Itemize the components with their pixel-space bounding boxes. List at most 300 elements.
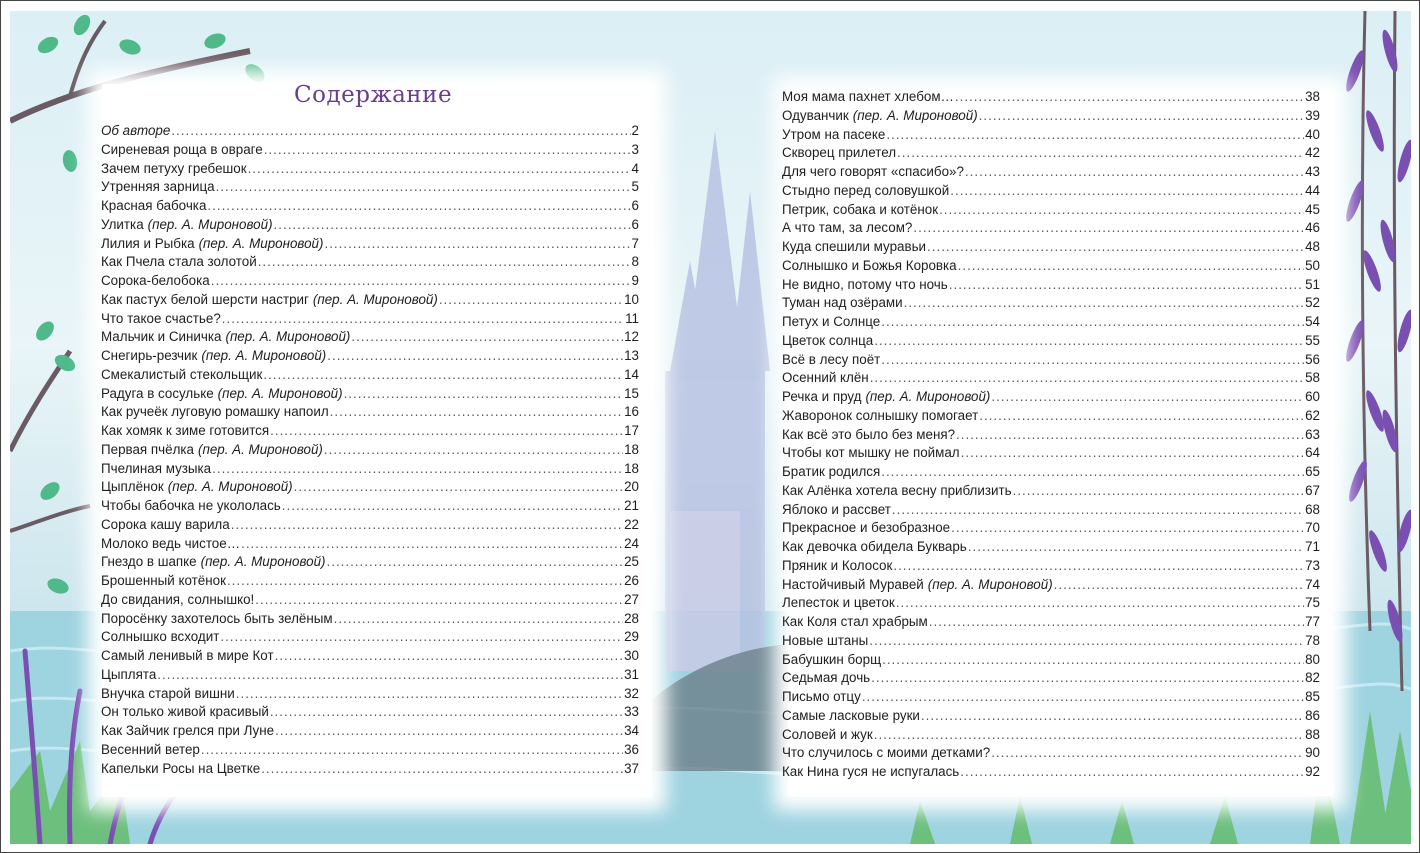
toc-leader-dots bbox=[1054, 577, 1304, 592]
toc-entry-title: Как Пчела стала золотой bbox=[101, 254, 257, 270]
toc-entry[interactable] bbox=[782, 745, 1320, 764]
toc-entry-title: Пчелиная музыка bbox=[101, 460, 212, 476]
toc-entry[interactable] bbox=[782, 127, 1320, 146]
toc-leader-dots bbox=[961, 445, 1305, 460]
toc-entry-page: 31 bbox=[624, 666, 639, 682]
toc-leader-dots bbox=[955, 89, 1304, 104]
toc-entry-title: Солнышко и Божья Коровка bbox=[782, 257, 957, 273]
toc-entry[interactable] bbox=[782, 164, 1320, 183]
toc-entry-page: 65 bbox=[1305, 464, 1320, 479]
toc-entry[interactable] bbox=[782, 764, 1320, 783]
toc-entry[interactable] bbox=[101, 423, 639, 442]
toc-entry[interactable] bbox=[101, 161, 639, 180]
toc-entry[interactable] bbox=[101, 629, 639, 648]
toc-entry-title: Снегирь-резчик bbox=[101, 348, 198, 363]
toc-entry[interactable] bbox=[782, 277, 1320, 296]
toc-entry-page: 80 bbox=[1305, 651, 1320, 667]
toc-leader-dots bbox=[881, 314, 1304, 329]
toc-entry-title: Молоко ведь чистое… bbox=[101, 535, 241, 551]
toc-leader-dots bbox=[231, 517, 623, 532]
toc-entry-title: Как пастух белой шерсти настриг bbox=[101, 291, 309, 307]
toc-list-left bbox=[101, 123, 639, 779]
toc-entry-page: 36 bbox=[624, 741, 639, 757]
toc-entry[interactable] bbox=[101, 742, 639, 761]
toc-entry-translator: (пер. А. Мироновой) bbox=[198, 235, 324, 251]
toc-entry-title: Он только живой красивый bbox=[101, 704, 269, 720]
toc-entry[interactable] bbox=[782, 295, 1320, 314]
toc-entry-title: Туман над озёрами bbox=[782, 295, 903, 311]
toc-entry-title: Утренняя зарница bbox=[101, 179, 215, 195]
toc-entry-title: Стыдно перед соловушкой bbox=[782, 182, 950, 198]
toc-entry[interactable] bbox=[101, 611, 639, 630]
toc-entry[interactable] bbox=[101, 704, 639, 723]
toc-leader-dots bbox=[892, 502, 1304, 517]
toc-entry-page: 16 bbox=[624, 404, 639, 420]
toc-leader-dots bbox=[956, 427, 1304, 442]
toc-entry-title: Настойчивый Муравей bbox=[782, 576, 924, 592]
toc-leader-dots bbox=[886, 127, 1304, 142]
toc-entry-page: 33 bbox=[624, 704, 639, 720]
toc-entry-title: Сиреневая роща в овраге bbox=[101, 141, 263, 157]
toc-leader-dots bbox=[282, 498, 623, 513]
toc-entry-title: Письмо отцу bbox=[782, 689, 861, 704]
toc-leader-dots bbox=[913, 220, 1304, 235]
toc-entry[interactable] bbox=[101, 142, 639, 161]
toc-entry-page: 63 bbox=[1305, 426, 1320, 442]
toc-leader-dots bbox=[248, 161, 631, 176]
toc-leader-dots bbox=[979, 108, 1304, 123]
toc-leader-dots bbox=[881, 352, 1304, 367]
toc-entry-page: 55 bbox=[1305, 332, 1320, 348]
toc-entry-title: Петух и Солнце bbox=[782, 314, 881, 329]
toc-leader-dots bbox=[275, 648, 623, 663]
toc-entry-page: 15 bbox=[624, 385, 639, 401]
toc-entry-title: Мальчик и Синичка bbox=[101, 329, 222, 345]
toc-leader-dots bbox=[324, 442, 623, 457]
toc-leader-dots bbox=[965, 164, 1304, 179]
toc-entry-title: Всё в лесу поёт bbox=[782, 351, 881, 367]
toc-leader-dots bbox=[904, 295, 1305, 310]
toc-entry-title: Седьмая дочь bbox=[782, 670, 871, 686]
toc-entry-title: Цыплёнок bbox=[101, 479, 164, 495]
toc-leader-dots bbox=[991, 389, 1304, 404]
toc-entry-title: Что случилось с моими детками? bbox=[782, 745, 991, 761]
toc-entry-title: Радуга в сосульке bbox=[101, 385, 214, 401]
toc-entry-title: Как Алёнка хотела весну приблизить bbox=[782, 482, 1012, 498]
toc-entry[interactable] bbox=[101, 461, 639, 480]
toc-entry[interactable] bbox=[101, 686, 639, 705]
toc-entry[interactable] bbox=[101, 198, 639, 217]
toc-entry-title: Петрик, собака и котёнок bbox=[782, 201, 939, 217]
toc-leader-dots bbox=[294, 479, 623, 494]
toc-leader-dots bbox=[274, 217, 631, 232]
toc-entry-title: Как хомяк к зиме готовится bbox=[101, 423, 270, 438]
toc-entry-title: Что такое счастье? bbox=[101, 310, 221, 326]
toc-entry[interactable] bbox=[101, 329, 639, 348]
toc-leader-dots bbox=[227, 573, 623, 588]
toc-entry-page: 51 bbox=[1305, 276, 1320, 292]
toc-entry-title: Чтобы бабочка не укололась bbox=[101, 498, 281, 513]
toc-entry[interactable] bbox=[101, 517, 639, 536]
toc-entry-page: 42 bbox=[1305, 145, 1320, 161]
toc-leader-dots bbox=[264, 142, 631, 157]
toc-entry[interactable] bbox=[782, 577, 1320, 596]
toc-leader-dots bbox=[270, 423, 623, 438]
toc-leader-dots bbox=[991, 745, 1304, 760]
toc-entry[interactable] bbox=[101, 554, 639, 573]
toc-entry[interactable] bbox=[101, 573, 639, 592]
toc-entry-page: 17 bbox=[624, 423, 639, 438]
toc-entry-page: 39 bbox=[1305, 107, 1320, 123]
toc-entry-title: Одуванчик bbox=[782, 107, 849, 123]
toc-leader-dots bbox=[236, 686, 623, 701]
toc-leader-dots bbox=[869, 633, 1304, 648]
toc-entry[interactable] bbox=[101, 367, 639, 386]
toc-entry[interactable] bbox=[101, 592, 639, 611]
toc-entry[interactable] bbox=[101, 723, 639, 742]
toc-leader-dots bbox=[275, 723, 623, 738]
toc-entry[interactable] bbox=[101, 536, 639, 555]
toc-leader-dots bbox=[222, 311, 624, 326]
toc-entry-title: Смекалистый стекольщик bbox=[101, 366, 263, 382]
toc-entry-page: 75 bbox=[1305, 595, 1320, 611]
toc-entry-title: Братик родился bbox=[782, 464, 881, 479]
toc-entry[interactable] bbox=[782, 483, 1320, 502]
toc-entry-title: Лепесток и цветок bbox=[782, 595, 895, 611]
toc-entry-page: 90 bbox=[1305, 745, 1320, 761]
toc-entry[interactable] bbox=[782, 89, 1320, 108]
toc-entry-title: Капельки Росы на Цветке bbox=[101, 760, 261, 776]
toc-entry-title: Улитка bbox=[101, 216, 144, 232]
toc-entry-page: 25 bbox=[624, 554, 639, 570]
toc-entry-page: 56 bbox=[1305, 351, 1320, 367]
toc-entry[interactable] bbox=[101, 442, 639, 461]
toc-entry[interactable] bbox=[782, 333, 1320, 352]
toc-entry[interactable] bbox=[101, 498, 639, 517]
toc-entry-title: Яблоко и рассвет bbox=[782, 501, 891, 517]
toc-leader-dots bbox=[950, 183, 1304, 198]
toc-entry[interactable] bbox=[101, 292, 639, 311]
toc-entry[interactable] bbox=[782, 239, 1320, 258]
toc-entry-title: Не видно, потому что ночь bbox=[782, 276, 948, 292]
toc-leader-dots bbox=[921, 708, 1304, 723]
toc-entry-page: 18 bbox=[624, 441, 639, 457]
toc-entry[interactable] bbox=[782, 145, 1320, 164]
toc-entry-title: Зачем петуху гребешок bbox=[101, 160, 247, 176]
toc-list-right bbox=[782, 89, 1320, 783]
toc-entry-page: 9 bbox=[631, 273, 639, 288]
toc-entry-title: Чтобы кот мышку не поймал bbox=[782, 445, 960, 461]
toc-entry-page: 13 bbox=[624, 348, 639, 363]
toc-entry[interactable] bbox=[101, 273, 639, 292]
toc-entry-title: Соловей и жук bbox=[782, 726, 873, 742]
toc-leader-dots bbox=[212, 461, 623, 476]
toc-entry-translator: (пер. А. Мироновой) bbox=[200, 554, 326, 570]
toc-leader-dots bbox=[968, 539, 1304, 554]
toc-entry-page: 82 bbox=[1305, 670, 1320, 686]
toc-leader-dots bbox=[171, 123, 630, 138]
toc-entry-page: 11 bbox=[625, 310, 639, 326]
toc-entry[interactable] bbox=[101, 386, 639, 405]
toc-leader-dots bbox=[896, 595, 1304, 610]
toc-entry-page: 64 bbox=[1305, 445, 1320, 461]
toc-leader-dots bbox=[255, 592, 623, 607]
toc-leader-dots bbox=[871, 670, 1304, 685]
toc-leader-dots bbox=[241, 536, 623, 551]
toc-entry-page: 44 bbox=[1305, 182, 1320, 198]
toc-leader-dots bbox=[330, 404, 623, 419]
toc-entry-title: Бабушкин борщ bbox=[782, 651, 882, 667]
toc-entry-translator: (пер. А. Мироновой) bbox=[147, 216, 273, 232]
toc-entry-page: 85 bbox=[1305, 689, 1320, 704]
toc-entry[interactable] bbox=[782, 539, 1320, 558]
toc-entry[interactable] bbox=[101, 648, 639, 667]
toc-entry-title: Как Зайчик грелся при Луне bbox=[101, 723, 275, 738]
toc-leader-dots bbox=[327, 554, 624, 569]
toc-leader-dots bbox=[882, 652, 1304, 667]
toc-entry-page: 48 bbox=[1305, 239, 1320, 254]
toc-leader-dots bbox=[439, 292, 623, 307]
toc-leader-dots bbox=[261, 761, 623, 776]
toc-entry-page: 88 bbox=[1305, 726, 1320, 742]
toc-entry[interactable] bbox=[782, 652, 1320, 671]
toc-leader-dots bbox=[927, 239, 1304, 254]
toc-entry-page: 92 bbox=[1305, 764, 1320, 779]
toc-entry-title: Скворец прилетел bbox=[782, 145, 897, 161]
toc-leader-dots bbox=[1013, 483, 1305, 498]
toc-leader-dots bbox=[874, 727, 1304, 742]
toc-entry-title: Цветок солнца bbox=[782, 332, 874, 348]
toc-leader-dots bbox=[958, 258, 1304, 273]
toc-leader-dots bbox=[201, 742, 623, 757]
toc-entry-title: До свидания, солнышко! bbox=[101, 591, 255, 607]
toc-leader-dots bbox=[951, 520, 1304, 535]
toc-entry-page: 7 bbox=[631, 235, 639, 251]
toc-entry-title: Как всё это было без меня? bbox=[782, 426, 956, 442]
toc-entry-title: Как ручеёк луговую ромашку напоил bbox=[101, 404, 329, 420]
toc-leader-dots bbox=[929, 614, 1304, 629]
toc-entry-title: Внучка старой вишни bbox=[101, 685, 235, 701]
toc-leader-dots bbox=[881, 464, 1304, 479]
toc-entry[interactable] bbox=[101, 311, 639, 330]
toc-entry[interactable] bbox=[782, 108, 1320, 127]
toc-entry[interactable] bbox=[101, 254, 639, 273]
toc-entry-translator: (пер. А. Мироновой) bbox=[201, 348, 327, 363]
toc-entry[interactable] bbox=[782, 389, 1320, 408]
toc-entry-page: 32 bbox=[624, 685, 639, 701]
toc-entry-page: 60 bbox=[1305, 389, 1320, 404]
toc-entry[interactable] bbox=[782, 595, 1320, 614]
toc-entry-title: Весенний ветер bbox=[101, 741, 200, 757]
toc-entry-title: Пряник и Колосок bbox=[782, 557, 893, 573]
toc-entry[interactable] bbox=[782, 427, 1320, 446]
toc-entry-title: А что там, за лесом? bbox=[782, 220, 913, 236]
willow-branches bbox=[1343, 11, 1411, 691]
toc-entry-title: Солнышко всходит bbox=[101, 629, 220, 645]
toc-entry-page: 5 bbox=[631, 179, 639, 195]
toc-leader-dots bbox=[157, 667, 623, 682]
toc-entry-title: Как девочка обидела Букварь bbox=[782, 539, 967, 554]
toc-entry-translator: (пер. А. Мироновой) bbox=[217, 385, 343, 401]
toc-entry-title: Моя мама пахнет хлебом… bbox=[782, 89, 954, 104]
toc-entry[interactable] bbox=[782, 558, 1320, 577]
toc-entry-title: Брошенный котёнок bbox=[101, 573, 226, 588]
toc-entry-translator: (пер. А. Мироновой) bbox=[312, 291, 438, 307]
toc-leader-dots bbox=[324, 236, 630, 251]
toc-entry-page: 6 bbox=[631, 198, 639, 213]
toc-entry-page: 70 bbox=[1305, 520, 1320, 536]
toc-leader-dots bbox=[960, 764, 1304, 779]
toc-entry-translator: (пер. А. Мироновой) bbox=[927, 576, 1053, 592]
toc-entry-title: Как Нина гуся не испугалась bbox=[782, 764, 960, 779]
toc-entry-page: 4 bbox=[631, 160, 639, 176]
toc-entry-page: 18 bbox=[624, 460, 639, 476]
toc-entry-title: Куда спешили муравьи bbox=[782, 239, 927, 254]
toc-entry[interactable] bbox=[782, 202, 1320, 221]
toc-entry-page: 52 bbox=[1305, 295, 1320, 311]
toc-entry[interactable] bbox=[782, 183, 1320, 202]
toc-entry-page: 22 bbox=[624, 516, 639, 532]
toc-entry-page: 77 bbox=[1305, 614, 1320, 629]
toc-entry[interactable] bbox=[782, 408, 1320, 427]
toc-entry-title: Как Коля стал храбрым bbox=[782, 614, 928, 629]
toc-leader-dots bbox=[258, 254, 631, 269]
toc-leader-dots bbox=[211, 273, 631, 288]
toc-leader-dots bbox=[207, 198, 630, 213]
toc-entry-page: 28 bbox=[624, 610, 639, 626]
toc-leader-dots bbox=[220, 629, 623, 644]
toc-entry[interactable] bbox=[782, 633, 1320, 652]
toc-entry[interactable] bbox=[782, 445, 1320, 464]
toc-entry[interactable] bbox=[101, 667, 639, 686]
toc-entry[interactable] bbox=[101, 179, 639, 198]
toc-entry-title: Красная бабочка bbox=[101, 198, 207, 213]
toc-entry-translator: (пер. А. Мироновой) bbox=[167, 479, 293, 495]
toc-entry-page: 74 bbox=[1305, 576, 1320, 592]
toc-entry[interactable] bbox=[782, 520, 1320, 539]
toc-entry-page: 45 bbox=[1305, 201, 1320, 217]
toc-entry-title: Лилия и Рыбка bbox=[101, 235, 195, 251]
toc-entry-title: Речка и пруд bbox=[782, 389, 862, 404]
toc-entry-page: 2 bbox=[631, 123, 639, 138]
toc-entry-page: 14 bbox=[624, 366, 639, 382]
toc-entry-page: 30 bbox=[624, 648, 639, 663]
toc-entry-page: 67 bbox=[1305, 482, 1320, 498]
toc-entry-translator: (пер. А. Мироновой) bbox=[852, 107, 978, 123]
toc-leader-dots bbox=[893, 558, 1304, 573]
toc-entry-title: Новые штаны bbox=[782, 632, 869, 648]
toc-entry-page: 43 bbox=[1305, 164, 1320, 179]
toc-entry[interactable] bbox=[782, 314, 1320, 333]
toc-entry-title: Поросёнку захотелось быть зелёным bbox=[101, 610, 333, 626]
toc-leader-dots bbox=[862, 689, 1304, 704]
toc-entry-title: Прекрасное и безобразное bbox=[782, 520, 951, 536]
toc-entry-page: 26 bbox=[624, 573, 639, 588]
toc-entry[interactable] bbox=[101, 761, 639, 780]
toc-entry-page: 12 bbox=[624, 329, 639, 345]
toc-leader-dots bbox=[270, 704, 623, 719]
toc-entry-page: 71 bbox=[1305, 539, 1320, 554]
toc-leader-dots bbox=[874, 333, 1304, 348]
toc-entry-page: 3 bbox=[631, 141, 639, 157]
castle-illustration bbox=[665, 131, 770, 671]
toc-entry-page: 40 bbox=[1305, 126, 1320, 142]
toc-entry[interactable] bbox=[782, 464, 1320, 483]
toc-entry-page: 73 bbox=[1305, 557, 1320, 573]
toc-entry-translator: (пер. А. Мироновой) bbox=[225, 329, 351, 345]
toc-entry[interactable] bbox=[782, 708, 1320, 727]
toc-entry-title: Цыплята bbox=[101, 666, 157, 682]
toc-leader-dots bbox=[216, 179, 631, 194]
toc-entry-page: 62 bbox=[1305, 407, 1320, 423]
page-title: Содержание bbox=[294, 82, 453, 108]
toc-entry[interactable] bbox=[782, 370, 1320, 389]
toc-entry[interactable] bbox=[101, 217, 639, 236]
toc-entry[interactable] bbox=[782, 220, 1320, 239]
toc-entry-title: Сорока кашу варила bbox=[101, 516, 230, 532]
toc-entry-page: 10 bbox=[624, 291, 639, 307]
toc-entry-page: 68 bbox=[1305, 501, 1320, 517]
toc-entry-page: 8 bbox=[631, 254, 639, 270]
toc-leader-dots bbox=[351, 329, 623, 344]
toc-entry-page: 24 bbox=[624, 535, 639, 551]
toc-entry-page: 86 bbox=[1305, 707, 1320, 723]
toc-leader-dots bbox=[263, 367, 623, 382]
toc-entry-page: 78 bbox=[1305, 632, 1320, 648]
toc-entry-page: 38 bbox=[1305, 89, 1320, 104]
toc-entry-title: Самые ласковые руки bbox=[782, 707, 920, 723]
toc-entry-page: 37 bbox=[624, 760, 639, 776]
toc-leader-dots bbox=[327, 348, 623, 363]
toc-entry[interactable] bbox=[782, 614, 1320, 633]
toc-entry[interactable] bbox=[101, 348, 639, 367]
toc-entry-page: 58 bbox=[1305, 370, 1320, 386]
toc-entry[interactable] bbox=[782, 689, 1320, 708]
toc-entry[interactable] bbox=[101, 479, 639, 498]
toc-leader-dots bbox=[344, 386, 624, 401]
toc-entry-page: 29 bbox=[624, 629, 639, 645]
toc-entry-title: Утром на пасеке bbox=[782, 126, 886, 142]
toc-leader-dots bbox=[870, 370, 1304, 385]
toc-entry[interactable] bbox=[101, 123, 639, 142]
toc-entry-page: 46 bbox=[1305, 220, 1320, 236]
toc-entry-page: 6 bbox=[631, 216, 639, 232]
toc-entry[interactable] bbox=[782, 727, 1320, 746]
toc-leader-dots bbox=[939, 202, 1304, 217]
toc-entry-page: 20 bbox=[624, 479, 639, 495]
toc-entry-title: Гнездо в шапке bbox=[101, 554, 197, 570]
toc-entry[interactable] bbox=[782, 258, 1320, 277]
toc-entry[interactable] bbox=[101, 236, 639, 255]
toc-entry-translator: (пер. А. Мироновой) bbox=[198, 441, 323, 457]
toc-entry-title: Самый ленивый в мире Кот bbox=[101, 648, 274, 663]
toc-entry-page: 27 bbox=[624, 591, 639, 607]
toc-leader-dots bbox=[979, 408, 1304, 423]
toc-entry-translator: (пер. А. Мироновой) bbox=[865, 389, 991, 404]
toc-entry[interactable] bbox=[782, 352, 1320, 371]
toc-entry-title: Жаворонок солнышку помогает bbox=[782, 407, 979, 423]
toc-entry[interactable] bbox=[782, 670, 1320, 689]
toc-leader-dots bbox=[897, 145, 1304, 160]
toc-entry-title: Об авторе bbox=[101, 123, 171, 138]
toc-entry-page: 21 bbox=[624, 498, 639, 513]
toc-entry-title: Осенний клён bbox=[782, 370, 869, 386]
toc-leader-dots bbox=[949, 277, 1304, 292]
toc-entry-page: 34 bbox=[624, 723, 639, 738]
toc-entry[interactable] bbox=[101, 404, 639, 423]
toc-entry[interactable] bbox=[782, 502, 1320, 521]
toc-leader-dots bbox=[334, 611, 623, 626]
